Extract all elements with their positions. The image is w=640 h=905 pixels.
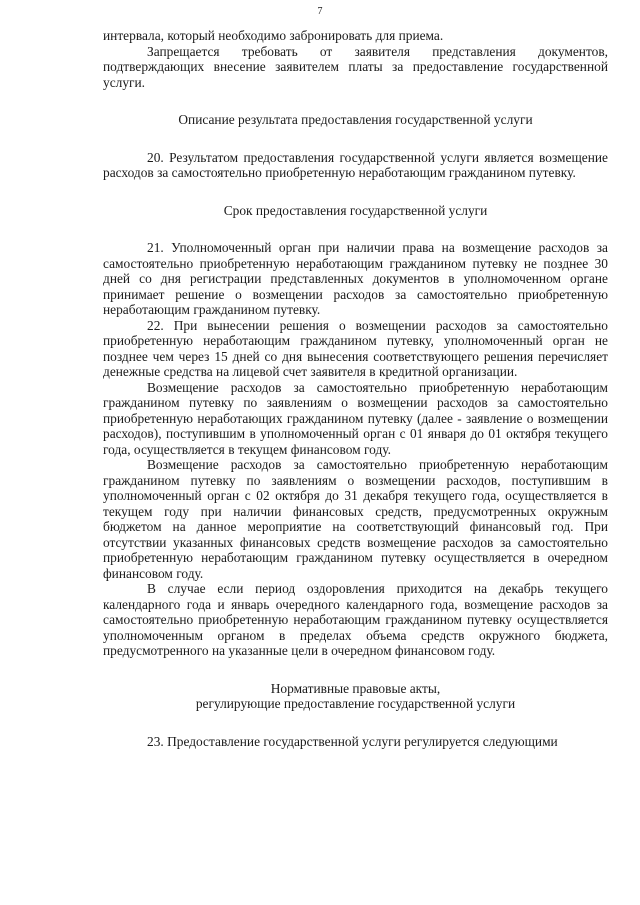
spacer [103, 128, 608, 150]
section-heading-legal-acts-line2: регулирующие предоставление государственной услуги [195, 696, 516, 711]
section-heading-result: Описание результата предоставления государственной услуги [178, 112, 533, 127]
document-body [103, 28, 608, 749]
paragraph-december-january: В случае если период оздоровления приходится на декабрь текущего календарного года и январь очередного календарного года, возмещение расходов за самостоятельно приобретенную неработающим гражданином путевку осуществляется уполномоченным органом в пределах объема средств окружного бюджета, предусмотренного на указанные цели в очередном финансовом году. [103, 581, 608, 658]
paragraph-prohibition: Запрещается требовать от заявителя представления документов, подтверждающих внесение заявителем платы за предоставление государственной услуги. [103, 43, 608, 90]
paragraph-reimbursement-jan-oct: Возмещение расходов за самостоятельно приобретенную неработающим гражданином путевку по заявлениям о возмещении расходов за самостоятельно приобретенную неработающих гражданином путевку (далее - заявление о возмещении расходов), поступившим в уполномоченный орган с 01 января до 01 октября текущего года, осуществляется в текущем финансовом году. [103, 379, 608, 457]
paragraph-20: 20. Результатом предоставления государственной услуги является возмещение расходов за самостоятельно приобретенную неработающим гражданином путевку. [103, 149, 608, 180]
paragraph-continuation: интервала, который необходимо забронировать для приема. [103, 28, 444, 43]
paragraph-reimbursement-oct-dec: Возмещение расходов за самостоятельно приобретенную неработающим гражданином путевку по заявлениям о возмещении расходов, поступившим в уполномоченный орган с 02 октября до 31 декабря текущего года, осуществляется в текущем году при наличии финансовых средств, предусмотренных окружным бюджетом на данное мероприятие на соответствующий финансовый год. При отсутствии указанных финансовых средств возмещение расходов за самостоятельно приобретенную неработающим гражданином путевку осуществляется в очередном финансовом году. [103, 457, 608, 581]
paragraph-21: 21. Уполномоченный орган при наличии права на возмещение расходов за самостоятельно приобретенную неработающим гражданином путевку не позднее 30 дней со дня регистрации представленных документов в уполномоченном органе принимает решение о возмещении расходов за самостоятельно приобретенную неработающим гражданином путевку. [103, 240, 608, 317]
spacer [103, 181, 608, 203]
spacer [103, 712, 608, 734]
section-heading-legal-acts-line1: Нормативные правовые акты, [270, 680, 441, 696]
spacer [103, 218, 608, 240]
paragraph-23: 23. Предоставление государственной услуги регулируется следующими [147, 733, 558, 749]
section-heading-term: Срок предоставления государственной услуги [223, 202, 488, 218]
spacer [103, 90, 608, 112]
page-number: 7 [317, 6, 323, 17]
spacer [103, 659, 608, 681]
paragraph-22: 22. При вынесении решения о возмещении расходов за самостоятельно приобретенную неработающим гражданином путевку, уполномоченный орган не позднее чем через 15 дней со дня вынесения соответствующего решения перечисляет денежные средства на лицевой счет заявителя в кредитной организации. [103, 317, 608, 379]
